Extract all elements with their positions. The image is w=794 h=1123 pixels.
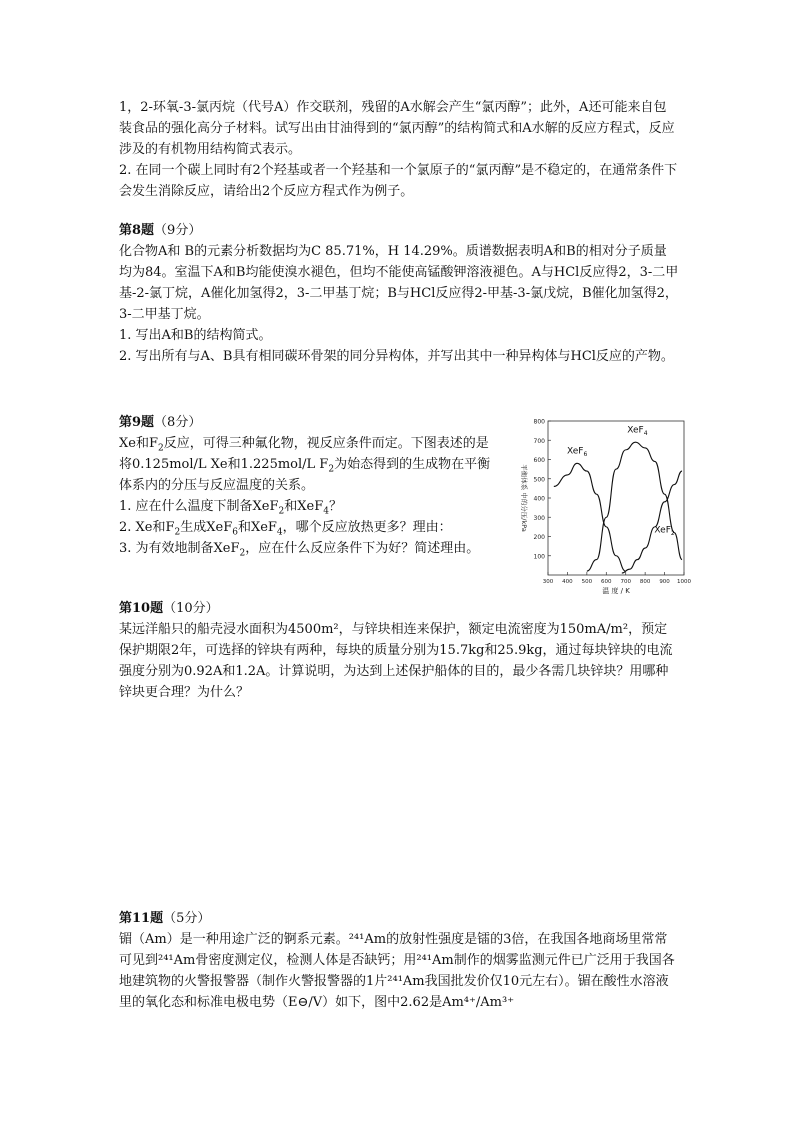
q7-part2-text: 2. 在同一个碳上同时有2个羟基或者一个羟基和一个氯原子的“氯丙醇”是不稳定的，在通常条件下会发生消除反应，请给出2个反应方程式作为例子。: [119, 163, 678, 199]
x-tick-label: 800: [639, 579, 651, 585]
partial-pressure-chart: [508, 415, 691, 595]
y-tick-label: 300: [533, 514, 545, 522]
q10-title: 第10题: [119, 601, 164, 616]
x-tick-label: 600: [601, 579, 612, 585]
y-tick-label: 500: [533, 476, 545, 484]
q9-title: 第9题: [119, 415, 155, 430]
plot-frame: [548, 421, 684, 575]
q8-item-1: 1. 写出A和B的结构简式。: [119, 328, 272, 343]
q8-item-2: 2. 写出所有与A、B具有相同碳环骨架的同分异构体，并写出其中一种异构体与HCl反应的产物。: [119, 349, 674, 364]
y-tick-label: 400: [533, 495, 545, 503]
x-axis-label: 温 度 / K: [602, 587, 630, 595]
series-line-xef6: [554, 463, 626, 571]
series-line-xef2: [622, 471, 682, 573]
question-10: [119, 598, 679, 703]
q9-item-3: 3. 为有效地制备XeF$_2$，应在什么反应条件下为好？简述理由。: [119, 541, 480, 559]
q8-body: 化合物A和 B的元素分析数据均为C 85.71%，H 14.29%。质谱数据表明A和B的相对分子质量均为84。室温下A和B均能使溴水褪色，但均不能使高锰酸钾溶液褪色。A与HCl反应得2，3-二甲基-2-氯丁烷，A催化加氢得2，3-二甲基丁烷；B与HCl反应得2-甲基-3-氯戊烷，B催化加氢得2，3-二甲基丁烷。: [119, 244, 679, 322]
y-axis-label: 平衡体系 中的分压/kPa: [520, 464, 528, 532]
q8-points: （9分）: [154, 223, 202, 238]
q8-heading: [119, 220, 679, 241]
question-8: [119, 220, 679, 367]
q10-points: （10分）: [163, 601, 219, 616]
series-label-xef2: XeF$_2$: [654, 525, 675, 538]
x-tick-label: 500: [581, 579, 593, 585]
y-tick-label: 700: [533, 437, 545, 445]
q10-heading: [119, 598, 679, 619]
question-9-body: [119, 433, 499, 559]
series-label-xef6: XeF$_6$: [566, 446, 588, 459]
x-tick-label: 300: [542, 579, 554, 585]
q7-part1-text: 1，2-环氧-3-氯丙烷（代号A）作交联剂，残留的A水解会产生“氯丙醇”；此外，A还可能来自包装食品的强化高分子材料。试写出由甘油得到的“氯丙醇”的结构简式和A水解的反应方程式，反应涉及的有机物用结构简式表示。: [119, 100, 675, 157]
y-tick-label: 600: [533, 457, 545, 464]
q9-points: （8分）: [154, 415, 202, 430]
y-tick-label: 100: [533, 553, 545, 561]
y-tick-label: 200: [533, 534, 545, 541]
x-tick-label: 700: [620, 579, 631, 585]
y-tick-label: 800: [533, 418, 545, 426]
question-11: [119, 908, 679, 1013]
q8-title: 第8题: [119, 223, 155, 238]
q7-continuation: [119, 97, 679, 202]
series-label-xef4: XeF$_4$: [627, 425, 648, 438]
q11-body: 镅（Am）是一种用途广泛的锕系元素。²⁴¹Am的放射性强度是镭的3倍，在我国各地商场里常常可见到²⁴¹Am骨密度测定仪，检测人体是否缺钙；用²⁴¹Am制作的烟雾监测元件已广泛用于我国各地建筑物的火警报警器（制作火警报警器的1片²⁴¹Am我国批发价仅10元左右）。镅在酸性水溶液里的氧化态和标准电极电势（E⊖/V）如下，图中2.62是Am⁴⁺/Am³⁺: [119, 932, 675, 1010]
q9-item-2: 2. Xe和$F_2$生成XeF$_6$和XeF$_4$，哪个反应放热更多？理由：: [119, 520, 452, 538]
q11-heading: [119, 908, 679, 929]
q9-intro: Xe和$F_2$反应，可得三种氟化物，视反应条件而定。下图表述的是将0.125mol/L Xe和1.225mol/L $F_2$为始态得到的生成物在平衡体系内的分压与反应温度的关系。: [119, 436, 491, 493]
x-tick-label: 400: [562, 579, 573, 585]
x-tick-label: 900: [659, 579, 670, 585]
q9-item-1: 1. 应在什么温度下制备XeF$_2$和XeF$_4$？: [119, 499, 342, 517]
q10-body: 某远洋船只的船壳浸水面积为4500m²，与锌块相连来保护，额定电流密度为150mA/m²，预定保护期限2年，可选择的锌块有两种，每块的质量分别为15.7kg和25.9kg，通过每块锌块的电流强度分别为0.92A和1.2A。计算说明，为达到上述保护船体的目的，最少各需几块锌块？用哪种锌块更合理？为什么？: [119, 622, 673, 700]
q11-title: 第11题: [119, 911, 164, 926]
x-tick-label: 1000: [677, 579, 691, 585]
q11-points: （5分）: [163, 911, 211, 926]
